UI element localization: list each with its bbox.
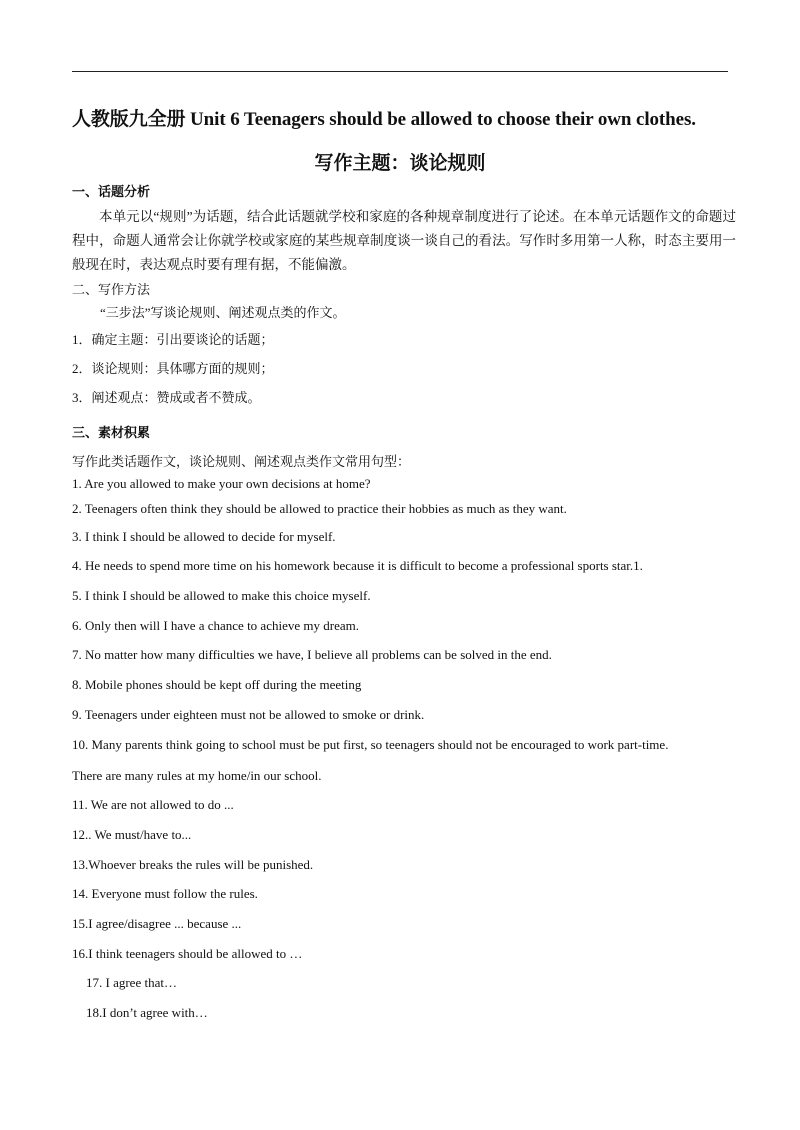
sentence-item: 15.I agree/disagree ... because ...: [72, 916, 242, 931]
sentence-item: 1. Are you allowed to make your own decisions at home?: [72, 476, 371, 491]
document-title: 人教版九全册 Unit 6 Teenagers should be allowed to choose their own clothes.: [72, 109, 696, 130]
sentence-item: 16.I think teenagers should be allowed to …: [72, 946, 303, 961]
writing-method-intro: “三步法”写谈论规则、阐述观点类的作文。: [100, 305, 346, 320]
sentence-item: There are many rules at my home/in our school.: [72, 768, 322, 783]
sentence-item: 4. He needs to spend more time on his homework because it is difficult to become a professional sports star.1.: [72, 558, 643, 573]
sentence-item: 5. I think I should be allowed to make this choice myself.: [72, 588, 371, 603]
section-heading-writing-method: 二、写作方法: [72, 283, 151, 298]
method-step: 1．确定主题：引出要谈论的话题；: [72, 332, 274, 347]
section-heading-topic-analysis: 一、话题分析: [72, 185, 151, 200]
sentence-item: 9. Teenagers under eighteen must not be allowed to smoke or drink.: [72, 707, 425, 722]
sentence-item: 7. No matter how many difficulties we have, I believe all problems can be solved in the end.: [72, 647, 552, 662]
sentence-item: 13.Whoever breaks the rules will be punished.: [72, 857, 314, 872]
header-rule: [72, 71, 728, 72]
materials-intro: 写作此类话题作文，谈论规则、阐述观点类作文常用句型：: [72, 454, 411, 469]
sentence-item: 8. Mobile phones should be kept off during the meeting: [72, 677, 362, 692]
sentence-item: 6. Only then will I have a chance to achieve my dream.: [72, 618, 359, 633]
sentence-item: 11. We are not allowed to do ...: [72, 797, 234, 812]
topic-analysis-paragraph: 本单元以“规则”为话题，结合此话题就学校和家庭的各种规章制度进行了论述。在本单元话题作文的命题过程中，命题人通常会让你就学校或家庭的某些规章制度谈一谈自己的看法。写作时多用第一人称，时态主要用一般现在时，表达观点时要有理有据，不能偏激。: [72, 209, 736, 272]
sentence-item: 10. Many parents think going to school must be put first, so teenagers should not be encouraged to work part-time.: [72, 737, 669, 752]
sentence-item: 2. Teenagers often think they should be allowed to practice their hobbies as much as they want.: [72, 501, 567, 516]
sentence-item: 14. Everyone must follow the rules.: [72, 886, 258, 901]
method-step: 2．谈论规则：具体哪方面的规则；: [72, 361, 274, 376]
sentence-item: 17. I agree that…: [86, 975, 177, 990]
method-step: 3．阐述观点：赞成或者不赞成。: [72, 390, 261, 405]
sentence-item: 12.. We must/have to...: [72, 827, 192, 842]
section-heading-materials: 三、素材积累: [72, 426, 151, 441]
topic-title: 写作主题：谈论规则: [314, 153, 486, 174]
sentence-item: 18.I don’t agree with…: [86, 1005, 208, 1020]
sentence-item: 3. I think I should be allowed to decide for myself.: [72, 529, 336, 544]
